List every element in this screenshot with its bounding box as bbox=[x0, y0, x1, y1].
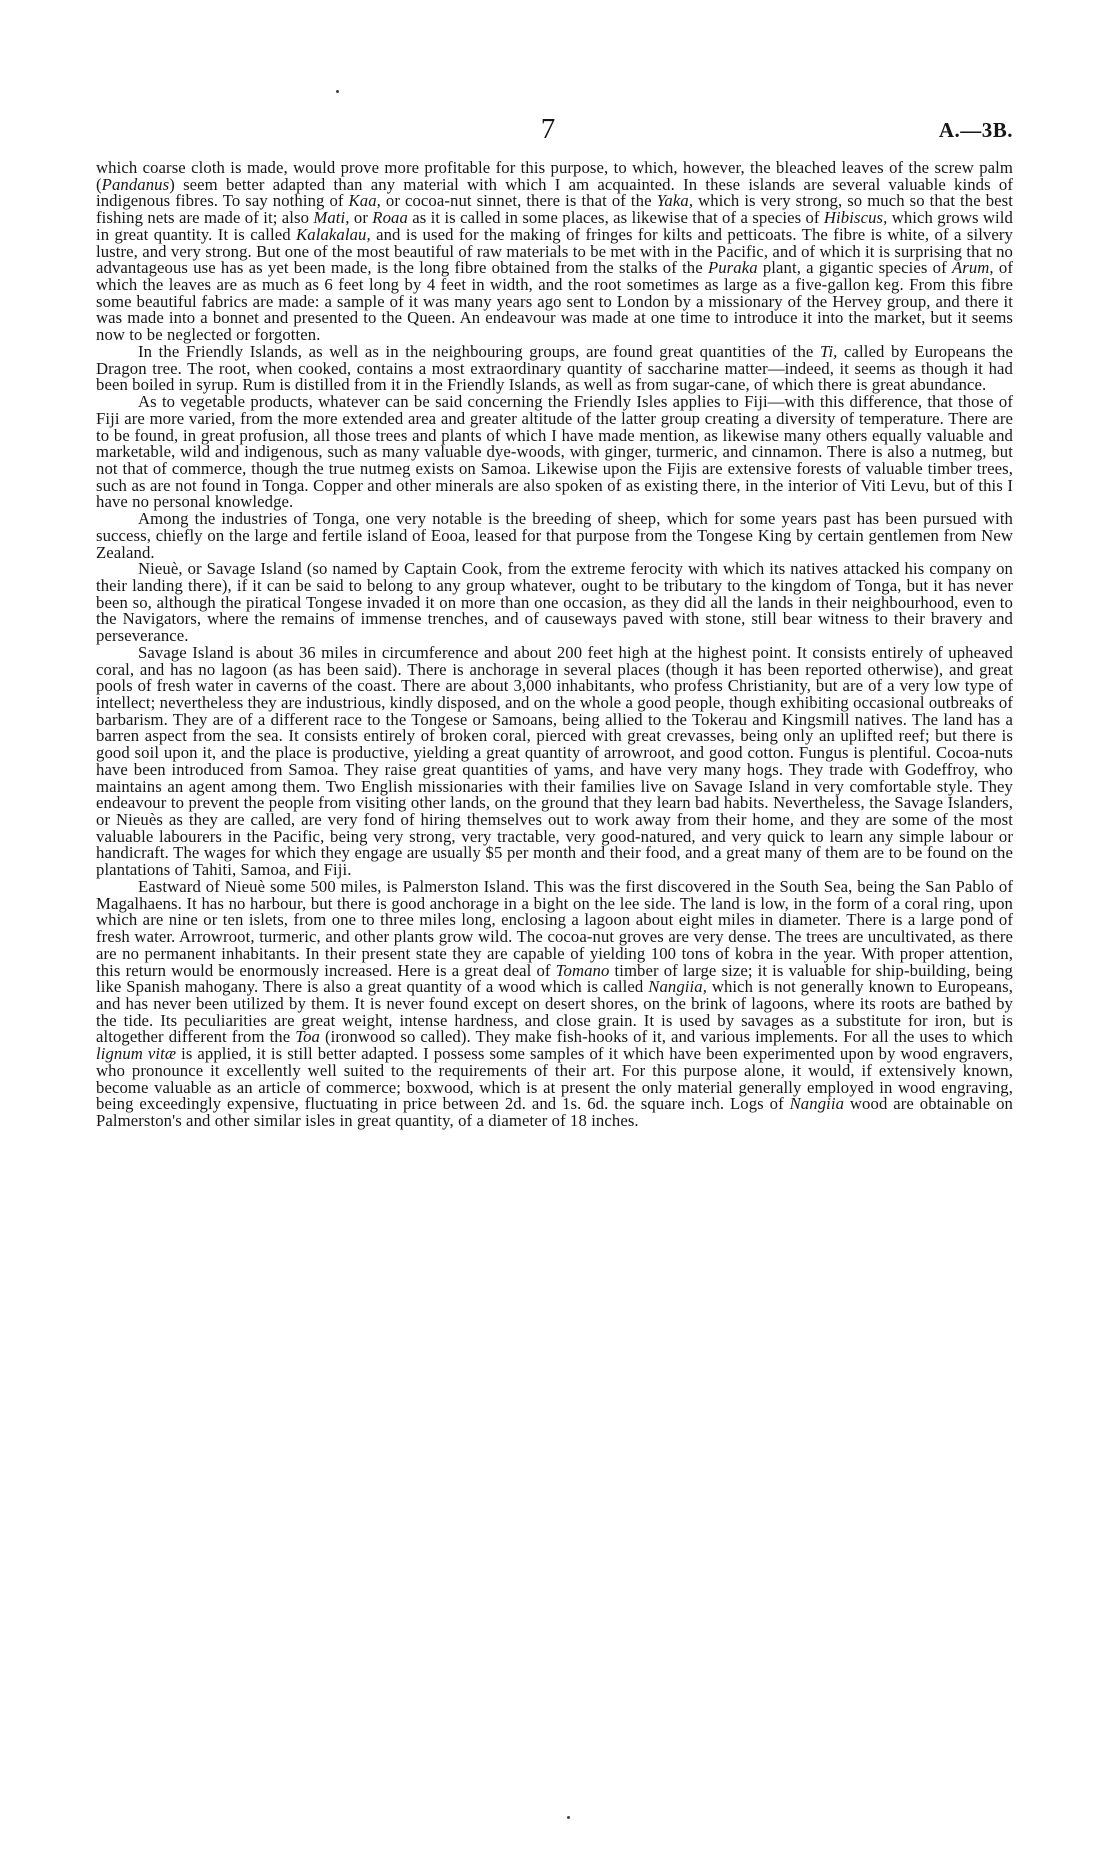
text-run: timber of large size; it is valuable for ship-building, being like Spanish mahogany. There is also a great quantity of a wood which is called bbox=[96, 960, 1013, 997]
italic-term: Roaa bbox=[372, 208, 408, 228]
italic-term: Puraka bbox=[707, 258, 758, 278]
text-run: In the Friendly Islands, as well as in the neighbouring groups, are found great quantities of the bbox=[138, 341, 820, 361]
text-run: which is not generally known to Europeans, and has never been utilized by them. It is never found except on desert shores, on the brink of lagoons, where its roots are bathed by the tide. Its peculiarities are great weight, intense hardness, and close grain. It is used by savages as a substitute for iron, but is altogether different from the bbox=[96, 977, 1013, 1047]
italic-term: Ti, bbox=[819, 341, 838, 361]
text-run: called by Europeans the Dragon tree. The root, when cooked, contains a most extraordinary quantity of saccharine matter—indeed, it seems as though it had been boiled in syrup. Rum is distilled from it in the Friendly Islands, as well as from sugar-cane, of which there is great abundance. bbox=[96, 341, 1013, 395]
text-run: and is used for the making of fringes for kilts and petticoats. The fibre is white, of a silvery lustre, and very strong. But one of the most beautiful of raw materials to be met with in the Pacific, and of which it is surprising that no advantageous use has as yet been made, is the long fibre obtained from the stalks of the bbox=[96, 224, 1013, 278]
italic-term: Tomano bbox=[555, 960, 610, 980]
italic-term: Arum, bbox=[951, 258, 994, 278]
paragraph bbox=[96, 561, 1013, 645]
italic-term: lignum vitæ bbox=[96, 1044, 177, 1064]
page-number: 7 bbox=[540, 113, 556, 145]
italic-term: Nangiia bbox=[789, 1094, 845, 1114]
text-run: or bbox=[349, 208, 373, 228]
italic-term: Kalakalau, bbox=[296, 224, 371, 244]
text-run: Nieuè, or Savage Island (so named by Captain Cook, from the extreme ferocity with which its natives attacked his company on their landing there), if it can be said to belong to any group whatever, ought to be tributary to the kingdom of Tonga, but it has never been so, although the piratical Tongese invaded it on more than one occasion, as they did all the lands in their neighbourhood, even to the Navigators, where the remains of immense trenches, and of causeways paved with stone, still bear witness to their bravery and perseverance. bbox=[96, 559, 1013, 646]
text-run: which is very strong, so much so that the best fishing nets are made of it; also bbox=[96, 191, 1013, 228]
italic-term: Nangiia, bbox=[648, 977, 707, 997]
italic-term: Toa bbox=[295, 1027, 320, 1047]
page-header bbox=[96, 112, 1013, 146]
italic-term: Yaka, bbox=[656, 191, 694, 211]
text-run: Among the industries of Tonga, one very notable is the breeding of sheep, which for some years past has been pursued with success, chiefly on the large and fertile island of Eooa, leased for that purpose from the Tongese King by certain gentlemen from New Zealand. bbox=[96, 509, 1013, 562]
text-run: wood are obtainable on Palmerston's and other similar isles in great quantity, of a diameter of 18 inches. bbox=[96, 1094, 1013, 1130]
print-speck bbox=[567, 1816, 570, 1819]
italic-term: Mati, bbox=[313, 208, 350, 228]
text-run: which grows wild in great quantity. It is called bbox=[96, 208, 1013, 244]
text-run: is applied, it is still better adapted. I possess some samples of it which have been experimented upon by wood engravers, who pronounce it excellently well suited to the requirements of their art. For this purpose alone, it would, if extensively known, become valuable as an article of commerce; boxwood, which is at present the only material generally employed in wood engraving, being exceedingly expensive, fluctuating in price between 2d. and 1s. 6d. the square inch. Logs of bbox=[96, 1044, 1014, 1114]
italic-term: Pandanus bbox=[101, 174, 170, 194]
italic-term: Kaa, bbox=[348, 191, 381, 211]
print-speck bbox=[336, 90, 339, 93]
paragraph bbox=[96, 341, 1013, 395]
paragraph bbox=[96, 160, 1013, 344]
text-run: or cocoa-nut sinnet, there is that of the bbox=[380, 191, 657, 211]
italic-term: Hibiscus, bbox=[823, 208, 888, 228]
text-run: of which the leaves are as much as 6 feet long by 4 feet in width, and the root sometimes as large as a five-gallon keg. From this fibre some beautiful fabrics are made: a sample of it was many years ago sent to London by a missionary of the Hervey group, and there it was made into a bonnet and presented to the Queen. An endeavour was made at one time to introduce it into the market, but it seems now to be neglected or forgotten. bbox=[96, 258, 1013, 345]
paragraph bbox=[96, 876, 1014, 1130]
text-run: Eastward of Nieuè some 500 miles, is Palmerston Island. This was the first discovered in the South Sea, being the San Pablo of Magalhaens. It has no harbour, but there is good anchorage in a bight on the lee side. The land is low, in the form of a coral ring, upon which are nine or ten islets, from one to three miles long, enclosing a lagoon about eight miles in diameter. There is a large pond of fresh water. Arrowroot, turmeric, and other plants grow wild. The cocoa-nut groves are very dense. The trees are uncultivated, as there are no permanent inhabitants. In their present state they are capable of yielding 100 tons of kobra in the year. With proper attention, this return would be enormously increased. Here is a great deal of bbox=[96, 876, 1013, 980]
paragraph bbox=[96, 511, 1013, 561]
text-run: Savage Island is about 36 miles in circumference and about 200 feet high at the highest point. It consists entirely of upheaved coral, and has no lagoon (as has been said). There is anchorage in several places (though it has been reported otherwise), and great pools of fresh water in caverns of the coast. There are about 3,000 inhabitants, who profess Christianity, but are of a very low type of intellect; nevertheless they are industrious, kindly disposed, and on the whole a good people, though exhibiting occasional outbreaks of barbarism. They are of a different race to the Tongese or Samoans, being allied to the Tokerau and Kingsmill natives. The land has a barren aspect from the sea. It consists entirely of broken coral, pierced with great crevasses, being only an uplifted reef; but there is good soil upon it, and the place is productive, yielding a great quantity of arrowroot, and good cotton. Fungus is plentiful. Cocoa-nuts have been introduced from Samoa. They raise great quantities of yams, and have very many hogs. They trade with Godeffroy, who maintains an agent among them. Two English missionaries with their families live on Savage Island in very comfortable style. They endeavour to prevent the people from visiting other lands, on the ground that they learn bad habits. Nevertheless, the Savage Islanders, or Nieuès as they are called, are very fond of hiring themselves out to work away from their home, and they are some of the most valuable labourers in the Pacific, being very strong, very tractable, very good-natured, and very quick to learn any simple labour or handicraft. The wages for which they engage are usually $5 per month and their food, and a great many of them are to be found on the plantations of Tahiti, Samoa, and Fiji. bbox=[96, 642, 1013, 880]
paragraph bbox=[96, 394, 1013, 511]
text-run: ) seem better adapted than any material with which I am acquainted. In these islands are several valuable kinds of indigenous fibres. To say nothing of bbox=[96, 174, 1013, 211]
document-reference: A.—3B. bbox=[938, 118, 1013, 142]
text-run: plant, a gigantic species of bbox=[757, 258, 952, 278]
text-run: As to vegetable products, whatever can be said concerning the Friendly Isles applies to Fiji—with this difference, that those of Fiji are more varied, from the more extended area and greater altitude of the latter group creating a diversity of temperature. There are to be found, in great profusion, all those trees and plants of which I have made mention, as likewise many others equally valuable and marketable, wild and indigenous, such as many valuable dye-woods, with ginger, turmeric, and cinnamon. There is also a nutmeg, but not that of commerce, though the true nutmeg exists on Samoa. Likewise upon the Fijis are extensive forests of valuable timber trees, such as are not found in Tonga. Copper and other minerals are also spoken of as existing there, in the interior of Viti Levu, but of this I have no personal knowledge. bbox=[96, 392, 1013, 512]
text-run: (ironwood so called). They make fish-hooks of it, and various implements. For all the uses to which bbox=[320, 1027, 1013, 1047]
text-run: which coarse cloth is made, would prove more profitable for this purpose, to which, however, the bleached leaves of the screw palm ( bbox=[96, 158, 1013, 194]
body-text bbox=[96, 160, 1013, 1130]
paragraph bbox=[96, 642, 1013, 880]
text-run: as it is called in some places, as likewise that of a species of bbox=[407, 208, 824, 228]
